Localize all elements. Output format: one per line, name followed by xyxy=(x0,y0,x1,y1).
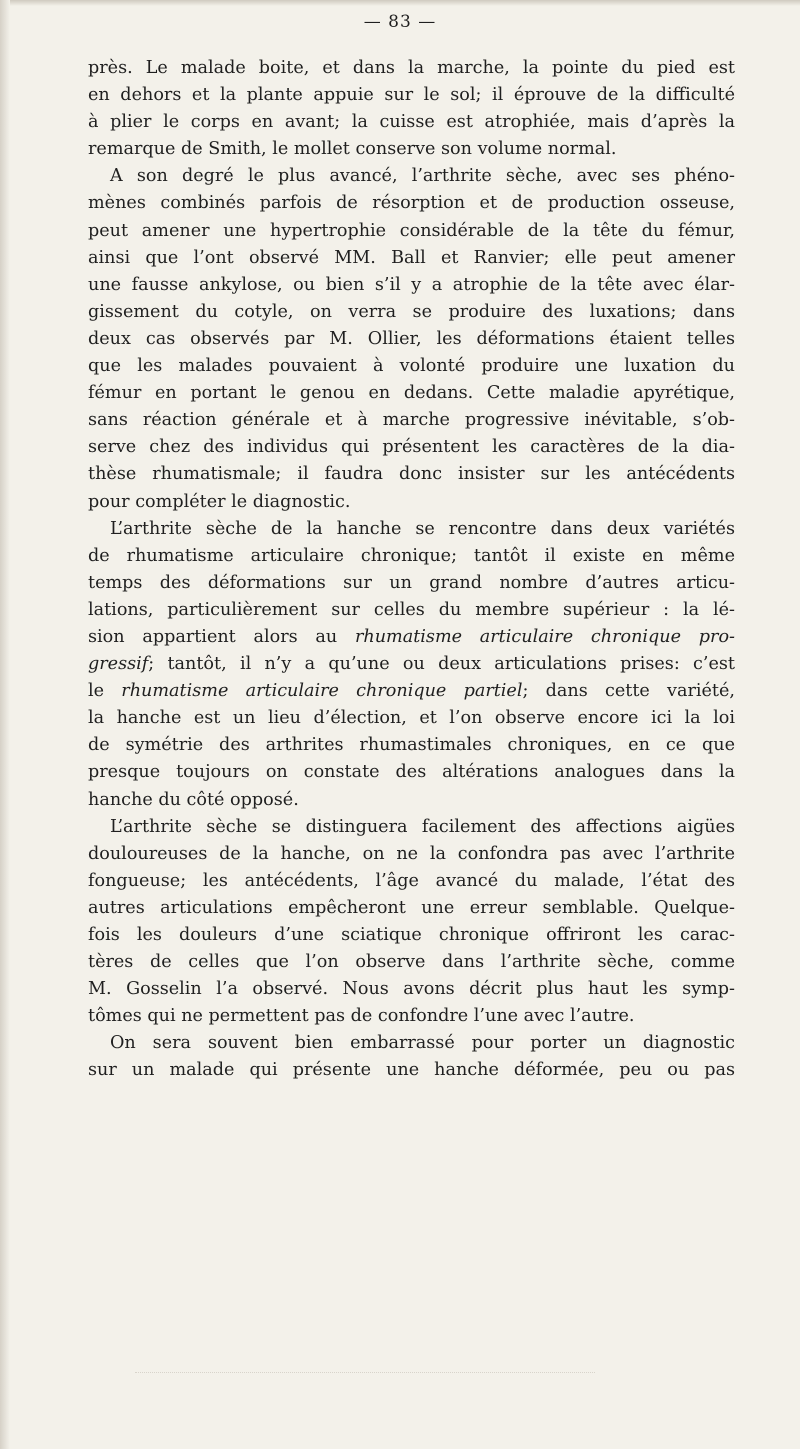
text-line: thèse rhumatismale; il faudra donc insister sur les antécédents xyxy=(88,464,735,485)
text-line: sans réaction générale et à marche progressive inévitable, s’ob- xyxy=(88,410,735,431)
text-line xyxy=(88,624,735,651)
text-line: ainsi que l’ont observé MM. Ball et Ranvier; elle peut amener xyxy=(88,247,735,268)
text-line: M. Gosselin l’a observé. Nous avons décrit plus haut les symp- xyxy=(88,979,735,1000)
page-number: — 83 — xyxy=(363,12,437,32)
text-line: gissement du cotyle, on verra se produire des luxations; dans xyxy=(88,301,735,322)
text-line: près. Le malade boite, et dans la marche, la pointe du pied est xyxy=(88,58,735,78)
italic-term: gressif xyxy=(88,654,149,675)
text-line: en dehors et la plante appuie sur le sol; il éprouve de la difficulté xyxy=(88,85,735,106)
text-line: temps des déformations sur un grand nombre d’autres articu- xyxy=(88,572,735,593)
faint-page-mark xyxy=(135,1372,595,1374)
text-line: à plier le corps en avant; la cuisse est atrophiée, mais d’après la xyxy=(88,112,735,133)
text-line: de rhumatisme articulaire chronique; tantôt il existe en même xyxy=(88,545,735,566)
text-line: une fausse ankylose, ou bien s’il y a atrophie de la tête avec élar- xyxy=(88,274,735,295)
text-line: A son degré le plus avancé, l’arthrite sèche, avec ses phéno- xyxy=(110,166,735,187)
text-fragment: ; dans cette variété, xyxy=(522,681,736,702)
text-line: que les malades pouvaient à volonté produire une luxation du xyxy=(88,356,735,377)
text-line: On sera souvent bien embarrassé pour porter un diagnostic xyxy=(110,1033,735,1054)
text-line: fois les douleurs d’une sciatique chronique offriront les carac- xyxy=(88,925,735,945)
text-fragment: le xyxy=(88,681,105,702)
text-line: tères de celles que l’on observe dans l’arthrite sèche, comme xyxy=(88,952,735,973)
text-line xyxy=(88,678,735,705)
text-line: sur un malade qui présente une hanche déformée, peu ou pas xyxy=(88,1060,735,1081)
text-line: mènes combinés parfois de résorption et de production osseuse, xyxy=(88,193,735,214)
scan-edge-top xyxy=(0,0,800,6)
text-line: fongueuse; les antécédents, l’âge avancé du malade, l’état des xyxy=(88,870,735,891)
text-line: deux cas observés par M. Ollier, les déformations étaient telles xyxy=(88,328,735,349)
text-line: douloureuses de la hanche, on ne la confondra pas avec l’arthrite xyxy=(88,843,735,864)
text-line: autres articulations empêcheront une erreur semblable. Quelque- xyxy=(88,897,735,918)
text-line: peut amener une hypertrophie considérable de la tête du fémur, xyxy=(88,220,735,241)
text-line: fémur en portant le genou en dedans. Cette maladie apyrétique, xyxy=(88,383,735,404)
text-fragment: sion appartient alors au xyxy=(88,626,338,647)
text-line: la hanche est un lieu d’élection, et l’on observe encore ici la loi xyxy=(88,708,735,729)
text-line: L’arthrite sèche se distinguera facilement des affections aigües xyxy=(110,816,735,837)
text-line: lations, particulièrement sur celles du membre supérieur : la lé- xyxy=(88,599,735,620)
text-fragment: ; tantôt, il n’y a qu’une ou deux articulations prises: c’est xyxy=(148,654,735,675)
text-line: serve chez des individus qui présentent les caractères de la dia- xyxy=(88,437,735,458)
text-line: hanche du côté opposé. xyxy=(88,789,299,810)
text-line: tômes qui ne permettent pas de confondre l’une avec l’autre. xyxy=(88,1006,635,1027)
text-line: pour compléter le diagnostic. xyxy=(88,491,351,512)
italic-term: rhumatisme articulaire chronique pro- xyxy=(354,626,735,647)
scan-edge-left xyxy=(0,0,10,1449)
text-line: presque toujours on constate des altérations analogues dans la xyxy=(88,762,735,783)
text-line: remarque de Smith, le mollet conserve son volume normal. xyxy=(88,139,617,160)
text-line: de symétrie des arthrites rhumastimales chroniques, en ce que xyxy=(88,735,735,756)
text-line: L’arthrite sèche de la hanche se rencontre dans deux variétés xyxy=(110,518,735,539)
body-text xyxy=(88,55,735,1085)
text-line xyxy=(88,651,735,678)
italic-term: rhumatisme articulaire chronique partiel xyxy=(121,681,523,702)
